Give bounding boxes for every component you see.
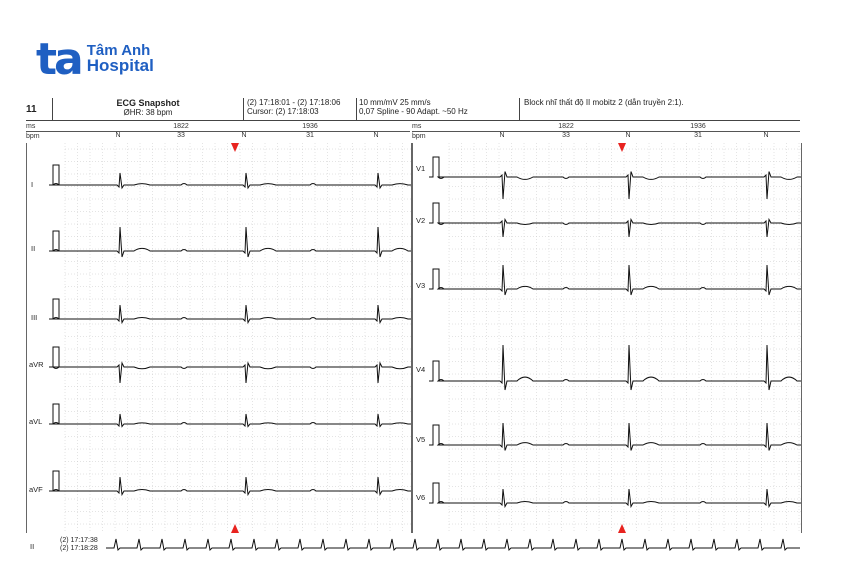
beat-label: N — [115, 132, 121, 139]
interval-ms: 1822 — [173, 123, 189, 130]
filter-settings: 0,07 Spline - 90 Adapt. ~50 Hz — [359, 107, 468, 116]
rate-bpm: 33 — [177, 132, 185, 139]
calibration-pulse — [49, 404, 63, 424]
logo-line1: Tâm Anh — [86, 42, 151, 59]
lead-label: V5 — [416, 435, 426, 444]
ruler-line — [26, 131, 410, 132]
interval-ms: 1822 — [558, 123, 574, 130]
time-range: (2) 17:18:01 - (2) 17:18:06 — [247, 98, 341, 107]
beat-label: N — [763, 132, 769, 139]
lead-trace — [438, 220, 801, 238]
beat-label: N — [625, 132, 631, 139]
lead-label: V3 — [416, 281, 426, 290]
cursor-time: Cursor: (2) 17:18:03 — [247, 107, 319, 116]
rhythm-trace — [26, 534, 800, 560]
snapshot-title: ECG Snapshot — [116, 98, 180, 108]
bpm-label: bpm — [412, 133, 426, 140]
lead-label: aVR — [29, 360, 44, 369]
rhythm-start-time: (2) 17:17:38 — [60, 537, 98, 544]
calibration-pulse — [429, 203, 443, 223]
logo-line2: Hospital — [86, 56, 154, 75]
lead-label: V1 — [416, 164, 426, 173]
lead-trace — [53, 414, 411, 427]
logo-text — [87, 43, 154, 73]
lead-trace — [53, 477, 411, 495]
calibration-pulse — [49, 347, 63, 367]
rate-bpm: 33 — [562, 132, 570, 139]
lead-trace — [438, 489, 801, 507]
heart-rate: ØHR: 38 bpm — [123, 108, 173, 117]
ms-label: ms — [412, 123, 422, 130]
lead-trace — [53, 227, 411, 257]
lead-trace — [53, 173, 411, 188]
lead-label: II — [31, 244, 36, 253]
logo-mark: ta — [36, 34, 81, 85]
lead-trace — [438, 345, 801, 390]
calibration-pulse — [429, 269, 443, 289]
beat-label: N — [499, 132, 505, 139]
cursor-marker-bottom[interactable] — [618, 524, 626, 533]
rate-bpm: 31 — [306, 132, 314, 139]
chest-leads-traces — [413, 143, 801, 533]
settings-box — [356, 98, 520, 120]
rhythm-times — [60, 537, 98, 553]
cursor-marker-bottom[interactable] — [231, 524, 239, 533]
bpm-label: bpm — [26, 133, 40, 140]
lead-label: V4 — [416, 365, 426, 374]
calibration-pulse — [49, 299, 63, 319]
lead-label: aVL — [29, 417, 43, 426]
left-interval-ruler — [26, 121, 410, 143]
interval-ms: 1936 — [302, 123, 318, 130]
lead-label: aVF — [29, 485, 43, 494]
calibration-pulse — [429, 157, 443, 177]
rate-bpm: 31 — [694, 132, 702, 139]
lead-trace — [53, 363, 411, 383]
calibration-pulse — [49, 471, 63, 491]
lead-label: III — [31, 313, 38, 322]
snapshot-title-box — [52, 98, 244, 120]
beat-label: N — [373, 132, 379, 139]
time-box — [245, 98, 357, 120]
interval-ms: 1936 — [690, 123, 706, 130]
diagnosis-note: Block nhĩ thất độ II mobitz 2 (dẫn truyền 2:1). — [524, 98, 684, 107]
limb-leads-traces — [27, 143, 411, 533]
calibration-pulse — [429, 483, 443, 503]
cursor-marker-top[interactable] — [231, 143, 239, 152]
snapshot-number: 11 — [26, 104, 37, 115]
lead-label: V6 — [416, 493, 426, 502]
right-interval-ruler — [412, 121, 800, 143]
calibration-pulse — [429, 425, 443, 445]
beat-label: N — [241, 132, 247, 139]
rhythm-end-time: (2) 17:18:28 — [60, 545, 98, 552]
lead-trace — [438, 265, 801, 295]
calibration-pulse — [49, 231, 63, 251]
lead-trace — [53, 305, 411, 323]
hospital-logo — [36, 34, 154, 85]
rhythm-lead-label: II — [30, 542, 35, 551]
ruler-line — [412, 131, 800, 132]
cursor-marker-top[interactable] — [618, 143, 626, 152]
ecg-header — [26, 98, 800, 120]
rhythm-trace-line — [106, 539, 800, 550]
lead-trace — [438, 172, 801, 200]
gain-speed: 10 mm/mV 25 mm/s — [359, 98, 431, 107]
chest-leads-panel — [412, 143, 802, 533]
calibration-pulse — [49, 165, 63, 185]
ms-label: ms — [26, 123, 36, 130]
limb-leads-panel — [26, 143, 412, 533]
lead-label: V2 — [416, 216, 426, 225]
calibration-pulse — [429, 361, 443, 381]
lead-label: I — [31, 180, 34, 189]
rhythm-strip — [26, 534, 800, 560]
